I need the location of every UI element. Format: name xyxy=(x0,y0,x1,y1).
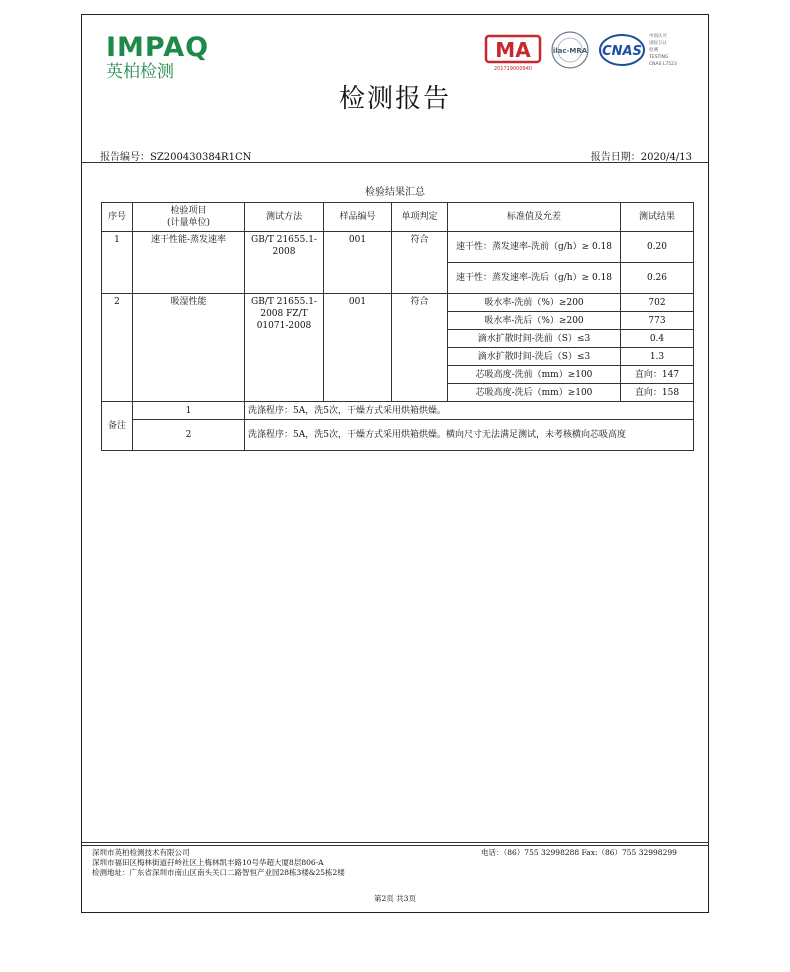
table-row xyxy=(102,232,694,263)
row-result: 0.26 xyxy=(621,263,694,294)
row-judgement: 符合 xyxy=(392,294,448,402)
footer-divider xyxy=(81,842,709,843)
header-judgement: 单项判定 xyxy=(392,203,448,232)
remark-row xyxy=(102,420,694,451)
cma-logo-text: MA xyxy=(495,38,531,62)
logo-chinese-name: 英柏检测 xyxy=(106,62,174,82)
row-standard: 吸水率-洗后（%）≥200 xyxy=(448,312,621,330)
remark-no: 2 xyxy=(133,420,245,451)
cnas-line-5: CNAS L7523 xyxy=(649,62,677,67)
footer-address: 深圳市福田区梅林街道孖岭社区上梅林凯丰路10号华超大厦8层806-A xyxy=(92,858,324,867)
row-item: 吸湿性能 xyxy=(133,294,245,402)
row-result: 直向：158 xyxy=(621,384,694,402)
certification-logos xyxy=(484,30,694,76)
row-standard: 滴水扩散时间-洗后（S）≤3 xyxy=(448,348,621,366)
ilac-logo-text: ilac-MRA xyxy=(552,47,588,55)
footer-company-info xyxy=(92,848,345,878)
table-header-row xyxy=(102,203,694,232)
logo-wordmark: IMPAQ xyxy=(106,32,210,63)
remark-row xyxy=(102,402,694,420)
header-method: 测试方法 xyxy=(245,203,324,232)
header-standard: 标准值及允差 xyxy=(448,203,621,232)
row-standard: 芯吸高度-洗前（mm）≥100 xyxy=(448,366,621,384)
row-standard: 速干性：蒸发速率-洗后（g/h）≥ 0.18 xyxy=(448,263,621,294)
row-sample: 001 xyxy=(324,294,392,402)
cnas-line-4: TESTING xyxy=(649,55,669,60)
company-logo xyxy=(106,34,216,82)
report-number: 报告编号：SZ200430384R1CN xyxy=(100,152,252,163)
remark-text: 洗涤程序：5A，洗5次，干燥方式采用烘箱烘燥。 xyxy=(245,402,694,420)
row-result: 0.20 xyxy=(621,232,694,263)
header-item-label: 检验项目 xyxy=(170,206,207,216)
remarks-label: 备注 xyxy=(102,402,133,451)
header-item xyxy=(133,203,245,232)
row-result: 702 xyxy=(621,294,694,312)
page-number: 第2页 共3页 xyxy=(374,894,416,903)
cma-logo-icon xyxy=(486,36,540,72)
footer-contact xyxy=(481,848,677,858)
cma-number: 201719000940 xyxy=(493,66,533,72)
footer-company: 深圳市英柏检测技术有限公司 xyxy=(92,848,190,857)
row-no: 2 xyxy=(102,294,133,402)
remark-text: 洗涤程序：5A，洗5次，干燥方式采用烘箱烘燥。横向尺寸无法满足测试，未考核横向芯吸高度 xyxy=(245,420,694,451)
table-row xyxy=(102,294,694,312)
header-sample: 样品编号 xyxy=(324,203,392,232)
row-result: 1.3 xyxy=(621,348,694,366)
header-result: 测试结果 xyxy=(621,203,694,232)
footer-test-address: 检测地址：广东省深圳市南山区南头关口二路智恒产业园28栋3楼&25栋2楼 xyxy=(92,868,345,877)
row-result: 直向：147 xyxy=(621,366,694,384)
header-divider xyxy=(81,162,709,163)
summary-title: 检验结果汇总 xyxy=(365,187,425,198)
row-judgement: 符合 xyxy=(392,232,448,294)
report-title: 检测报告 xyxy=(338,84,451,114)
row-sample: 001 xyxy=(324,232,392,294)
row-standard: 吸水率-洗前（%）≥200 xyxy=(448,294,621,312)
row-no: 1 xyxy=(102,232,133,294)
row-standard: 芯吸高度-洗后（mm）≥100 xyxy=(448,384,621,402)
cnas-line-1: 中国认可 xyxy=(649,34,667,39)
cnas-line-3: 检测 xyxy=(649,48,658,53)
row-standard: 滴水扩散时间-洗前（S）≤3 xyxy=(448,330,621,348)
report-date: 报告日期：2020/4/13 xyxy=(590,152,692,163)
ilac-mra-logo-icon xyxy=(552,32,588,68)
row-standard: 速干性：蒸发速率-洗前（g/h）≥ 0.18 xyxy=(448,232,621,263)
results-table xyxy=(101,202,694,451)
header-item-unit: (计量单位) xyxy=(166,218,211,228)
row-method: GB/T 21655.1-2008 FZ/T 01071-2008 xyxy=(245,294,324,402)
cnas-line-2: 国际互认 xyxy=(649,41,667,46)
remark-no: 1 xyxy=(133,402,245,420)
row-result: 0.4 xyxy=(621,330,694,348)
cnas-logo-text: CNAS xyxy=(602,44,642,59)
row-item: 速干性能-蒸发速率 xyxy=(133,232,245,294)
footer-divider-thin xyxy=(81,845,709,846)
footer-phone-fax: 电话：（86）755 32998288 Fax:（86）755 32998299 xyxy=(481,848,677,857)
row-method: GB/T 21655.1-2008 xyxy=(245,232,324,294)
header-no: 序号 xyxy=(102,203,133,232)
cnas-logo-icon xyxy=(600,32,677,67)
row-result: 773 xyxy=(621,312,694,330)
